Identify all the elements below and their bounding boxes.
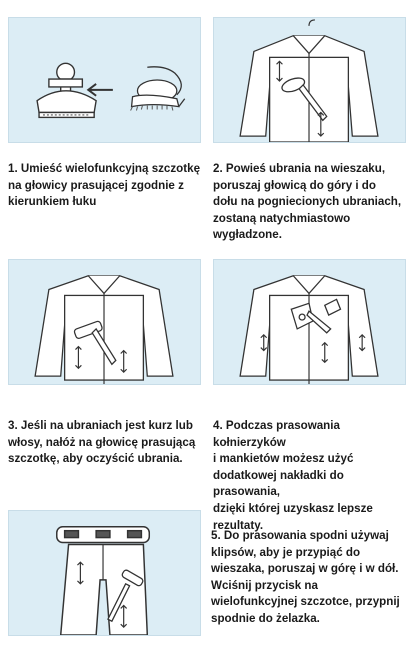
step-1-illustration: [8, 17, 201, 143]
step-2-text: 2. Powieś ubrania na wieszaku, poruszaj głowicą do góry i do dołu na pogniecionych ubraniach, zostaną natychmiastowo wygładzone.: [213, 162, 402, 242]
step-3-illustration: [8, 259, 201, 385]
step-2-illustration: [213, 17, 406, 143]
step-4-illustration: [213, 259, 406, 385]
trousers-clips-drawing: [9, 511, 200, 635]
collar-pad-drawing: [214, 260, 405, 384]
step-1-text: 1. Umieść wielofunkcyjną szczotkę na głowicy prasującej zgodnie z kierunkiem łuku: [8, 162, 201, 209]
step-3-text: 3. Jeśli na ubraniach jest kurz lub włosy, nałóż na głowicę prasującą szczotkę, aby oczyścić ubrania.: [8, 419, 196, 466]
shirt-steaming-drawing: [214, 18, 405, 142]
step-5-illustration: [8, 510, 201, 636]
step-4-text: 4. Podczas prasowania kołnierzyków i mankietów możesz użyć dodatkowej nakładki do prasowania, dzięki której uzyskasz lepsze rezultaty.: [213, 419, 373, 532]
brush-attach-drawing: [9, 18, 200, 142]
step-5-text: 5. Do prasowania spodni używaj klipsów, aby je przypiąć do wieszaka, poruszaj w górę i w dół. Wciśnij przycisk na wielofunkcyjnej szczotce, przypnij spodnie do żelazka.: [211, 529, 400, 625]
shirt-brush-drawing: [9, 260, 200, 384]
